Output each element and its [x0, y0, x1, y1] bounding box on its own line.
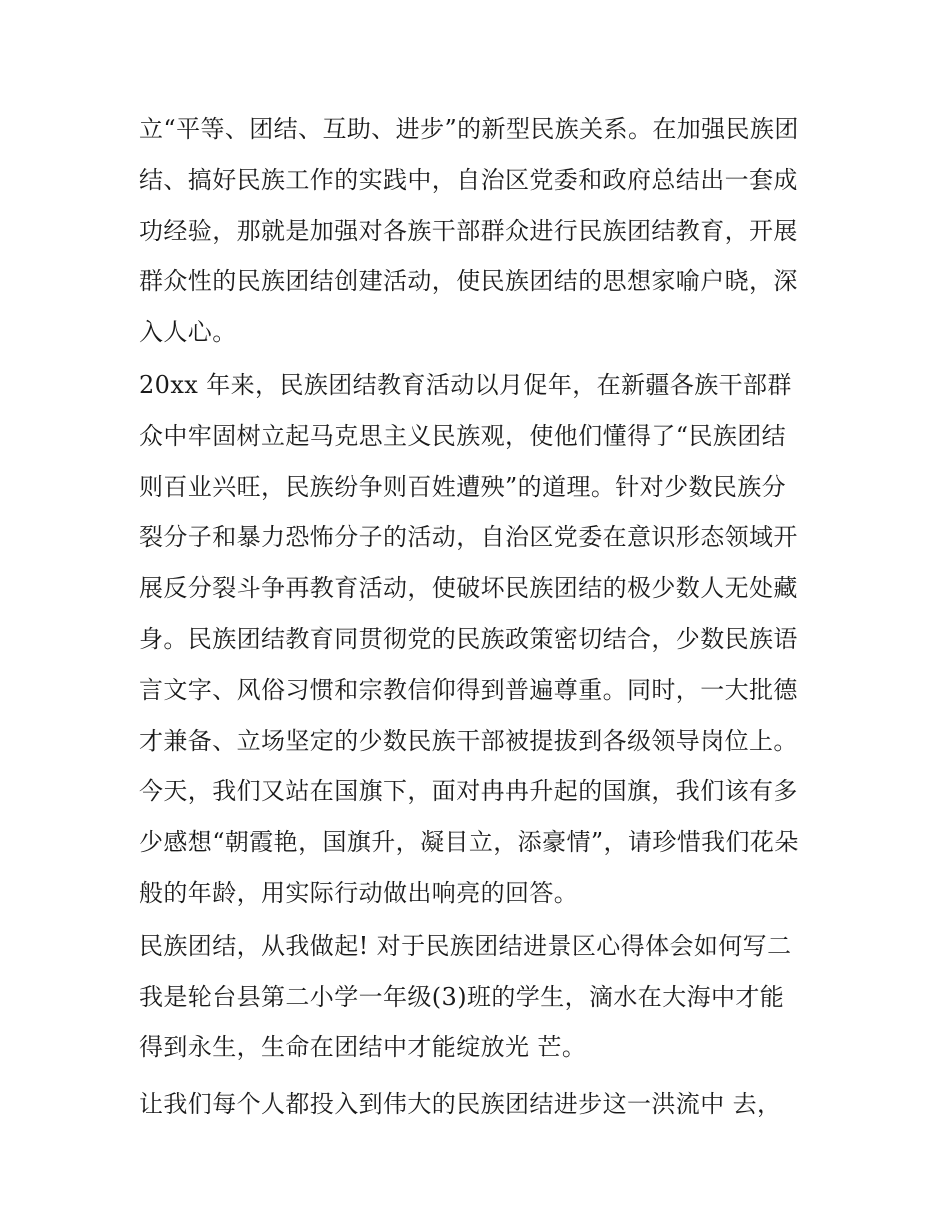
text-line: 言文字、风俗习惯和宗教信仰得到普遍尊重。同时，一大批德 [139, 675, 798, 704]
text-line: 我是轮台县第二小学一年级(3)班的学生，滴水在大海中才能 [139, 982, 785, 1011]
paragraph-5 [139, 1079, 819, 1130]
text-line: 结、搞好民族工作的实践中，自治区党委和政府总结出一套成 [139, 165, 798, 194]
text-line: 让我们每个人都投入到伟大的民族团结进步这一洪流中 去， [139, 1090, 782, 1119]
text-line: 入人心。 [139, 318, 237, 347]
paragraph-4 [139, 921, 819, 1073]
text-line: 般的年龄，用实际行动做出响亮的回答。 [139, 878, 579, 907]
text-line: 裂分子和暴力恐怖分子的活动，自治区党委在意识形态领域开 [139, 523, 798, 552]
text-line: 群众性的民族团结创建活动，使民族团结的思想家喻户晓，深 [139, 267, 798, 296]
document-body [139, 104, 819, 1130]
paragraph-1 [139, 104, 819, 358]
text-line: 才兼备、立场坚定的少数民族干部被提拔到各级领导岗位上。 [139, 726, 798, 755]
paragraph-3 [139, 766, 819, 918]
text-line: 立“平等、团结、互助、进步”的新型民族关系。在加强民族团 [139, 115, 799, 143]
text-line: 今天，我们又站在国旗下，面对冉冉升起的国旗，我们该有多 [139, 777, 798, 806]
text-line: 20xx 年来，民族团结教育活动以月促年，在新疆各族干部群 [139, 370, 792, 399]
text-line: 身。民族团结教育同贯彻党的民族政策密切结合，少数民族语 [139, 624, 798, 653]
text-line: 众中牢固树立起马克思主义民族观，使他们懂得了“民族团结 [139, 421, 787, 450]
text-line: 则百业兴旺，民族纷争则百姓遭殃”的道理。针对少数民族分 [139, 472, 787, 501]
text-line: 少感想“朝霞艳，国旗升，凝目立，添豪情”，请珍惜我们花朵 [139, 828, 799, 857]
text-line: 展反分裂斗争再教育活动，使破坏民族团结的极少数人无处藏 [139, 574, 798, 603]
text-line: 民族团结，从我做起! 对于民族团结进景区心得体会如何写二 [139, 931, 792, 960]
paragraph-2 [139, 360, 819, 766]
text-line: 得到永生，生命在团结中才能绽放光 芒。 [139, 1033, 587, 1062]
text-line: 功经验，那就是加强对各族干部群众进行民族团结教育，开展 [139, 216, 798, 245]
